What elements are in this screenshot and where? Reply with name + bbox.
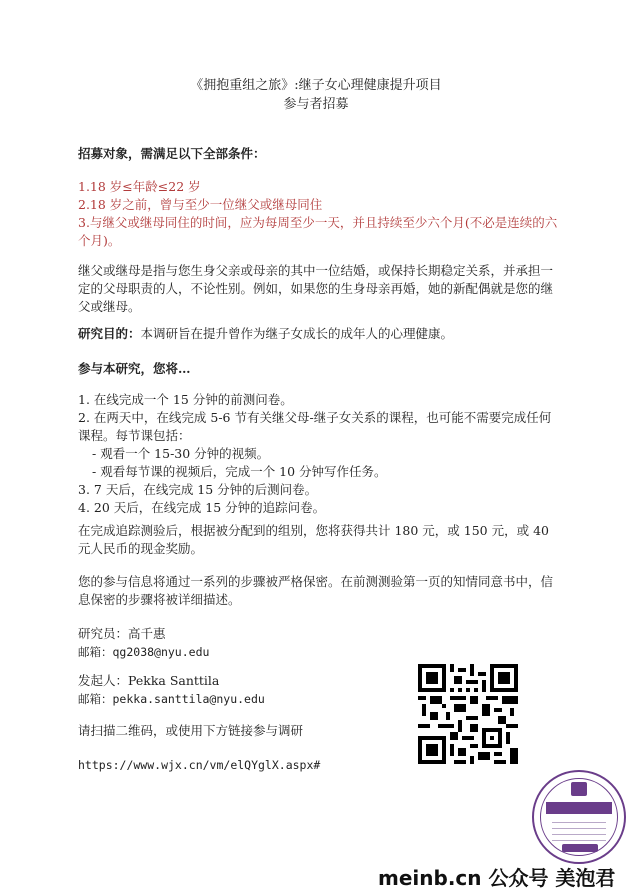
step-2-sub-2: - 观看每节课的视频后，完成一个 10 分钟写作任务。 [92,464,387,479]
purpose-text: 本调研旨在提升曾作为继子女成长的成年人的心理健康。 [140,326,454,341]
irb-approval-seal [532,770,626,864]
eligibility-heading: 招募对象，需满足以下全部条件： [78,146,266,161]
title-line-2: 参与者招募 [283,97,349,112]
nyu-logo-icon [571,782,587,796]
initiator-email[interactable]: 邮箱：pekka.santtila@nyu.edu [78,692,265,706]
researcher-email[interactable]: 邮箱：qg2038@nyu.edu [78,645,210,659]
purpose-paragraph [78,325,558,343]
step-3: 3. 7 天后，在线完成 15 分钟的后测问卷。 [78,482,318,497]
researcher-info [78,625,558,661]
eligibility-item-3: 3.与继父或继母同住的时间，应为每周至少一天，并且持续至少六个月(不必是连续的六个月)。 [78,215,558,248]
participation-heading: 参与本研究，您将… [78,361,191,376]
seal-text-lines [552,820,606,842]
participation-steps [78,391,558,517]
initiator-name: 发起人：Pekka Santtila [78,673,220,688]
privacy-paragraph: 您的参与信息将通过一系列的步骤被严格保密。在前测测验第一页的知情同意书中，信息保密的步骤将被详细描述。 [78,574,554,607]
seal-approved-stamp [562,844,598,852]
researcher-name: 研究员：高千惠 [78,626,166,641]
seal-title-bar [546,802,612,814]
title-line-1: 《拥抱重组之旅》:继子女心理健康提升项目 [190,78,442,93]
definition-paragraph: 继父或继母是指与您生身父亲或母亲的其中一位结婚，或保持长期稳定关系，并承担一定的父母职责的人，不论性别。例如，如果您的生身母亲再婚，她的新配偶就是您的继父或继母。 [78,263,554,314]
eligibility-item-2: 2.18 岁之前，曾与至少一位继父或继母同住 [78,197,323,212]
step-2: 2. 在两天中，在线完成 5-6 节有关继父母-继子女关系的课程，也可能不需要完成任何课程。每节课包括： [78,410,552,443]
purpose-label: 研究目的： [78,326,141,341]
step-4: 4. 20 天后，在线完成 15 分钟的追踪问卷。 [78,500,326,515]
call-to-action: 请扫描二维码，或使用下方链接参与调研 [78,723,304,738]
poster-title [0,76,632,114]
eligibility-item-1: 1.18 岁≤年龄≤22 岁 [78,179,201,194]
qr-code[interactable] [418,664,518,764]
reward-paragraph: 在完成追踪测验后，根据被分配到的组别，您将获得共计 180 元，或 150 元，或 40 元人民币的现金奖励。 [78,523,549,556]
watermark-footer: meinb.cn 公众号 美泡君 [378,866,616,890]
step-1: 1. 在线完成一个 15 分钟的前测问卷。 [78,392,293,407]
eligibility-list [78,178,558,250]
survey-link[interactable]: https://www.wjx.cn/vm/elQYglX.aspx# [78,758,321,772]
step-2-sub-1: - 观看一个 15-30 分钟的视频。 [92,446,270,461]
